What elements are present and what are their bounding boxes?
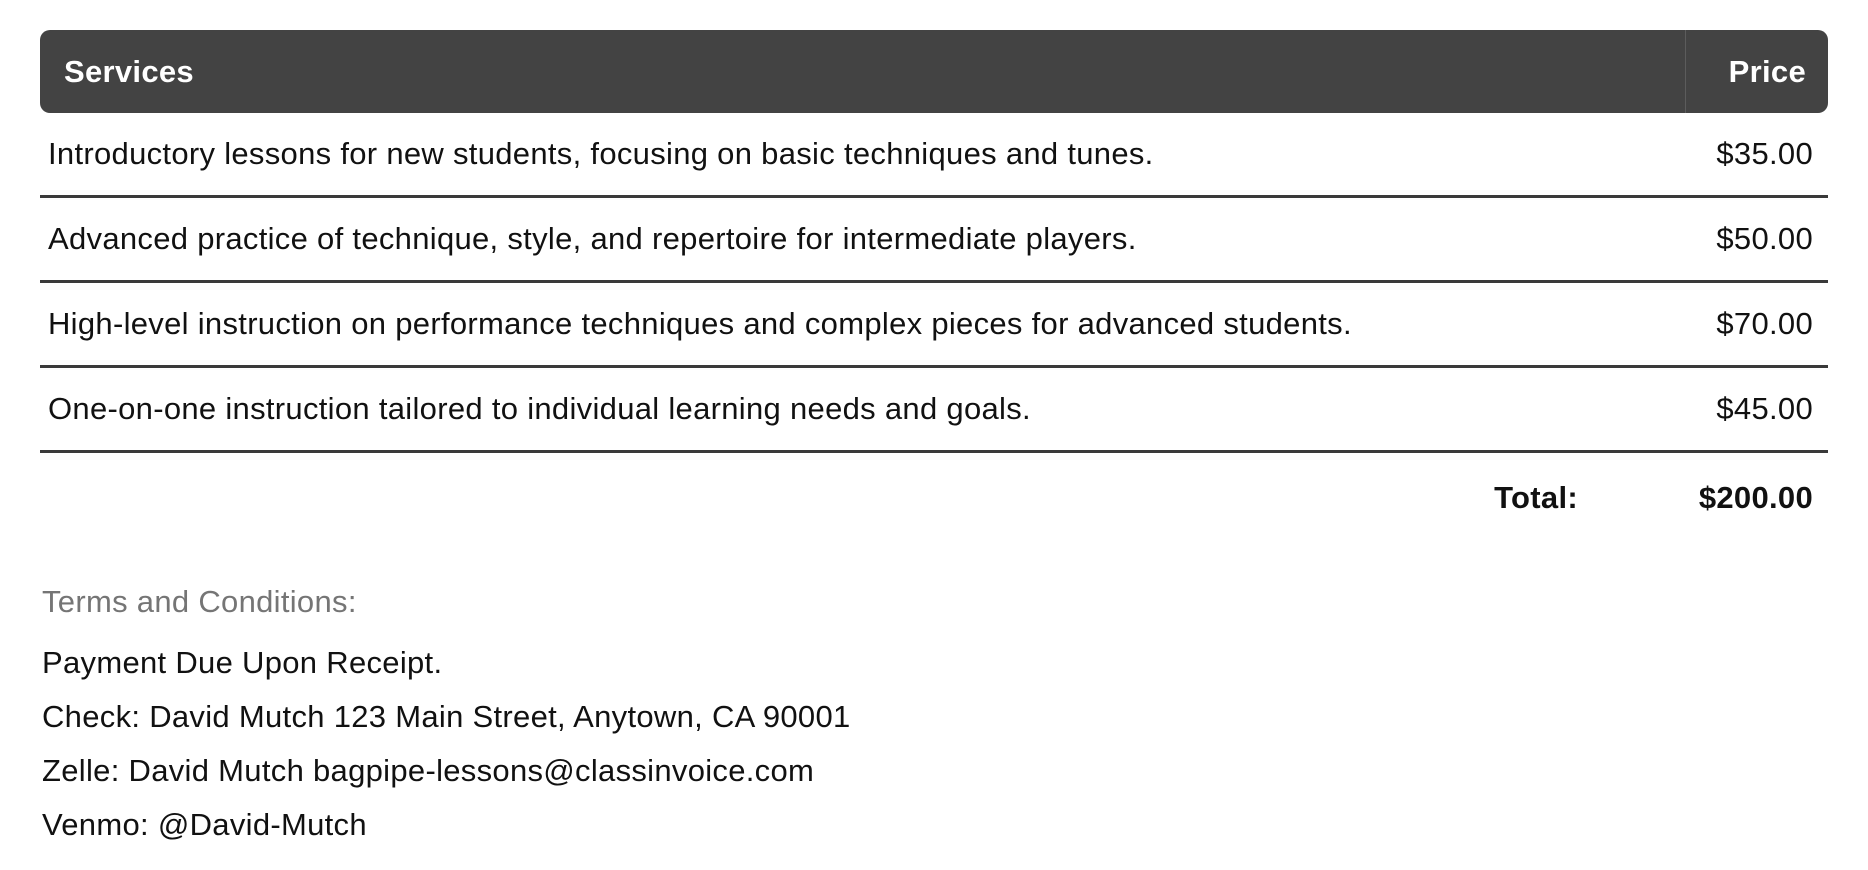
terms-heading: Terms and Conditions: [42, 584, 357, 619]
services-table [40, 30, 1828, 542]
service-price: $70.00 [1716, 306, 1813, 341]
service-description: One-on-one instruction tailored to individual learning needs and goals. [48, 391, 1031, 426]
terms-line-zelle: Zelle: David Mutch bagpipe-lessons@classinvoice.com [42, 753, 815, 788]
service-description: Introductory lessons for new students, focusing on basic techniques and tunes. [48, 136, 1154, 171]
services-column-header: Services [64, 53, 194, 89]
table-row [40, 198, 1828, 283]
table-row [40, 113, 1828, 198]
total-value: $200.00 [1698, 479, 1813, 515]
service-price: $45.00 [1716, 391, 1813, 426]
table-header-row [40, 30, 1828, 113]
service-price: $35.00 [1716, 136, 1813, 171]
terms-line-check: Check: David Mutch 123 Main Street, Anytown, CA 90001 [42, 699, 851, 734]
terms-section [40, 584, 1828, 852]
table-row [40, 283, 1828, 368]
table-row [40, 368, 1828, 453]
terms-line-payment: Payment Due Upon Receipt. [42, 645, 443, 680]
service-description: High-level instruction on performance techniques and complex pieces for advanced students. [48, 306, 1352, 341]
price-column-header: Price [1685, 30, 1828, 113]
service-price: $50.00 [1716, 221, 1813, 256]
total-row [40, 453, 1828, 542]
total-label: Total: [1494, 479, 1578, 515]
service-description: Advanced practice of technique, style, and repertoire for intermediate players. [48, 221, 1137, 256]
terms-line-venmo: Venmo: @David-Mutch [42, 807, 367, 842]
